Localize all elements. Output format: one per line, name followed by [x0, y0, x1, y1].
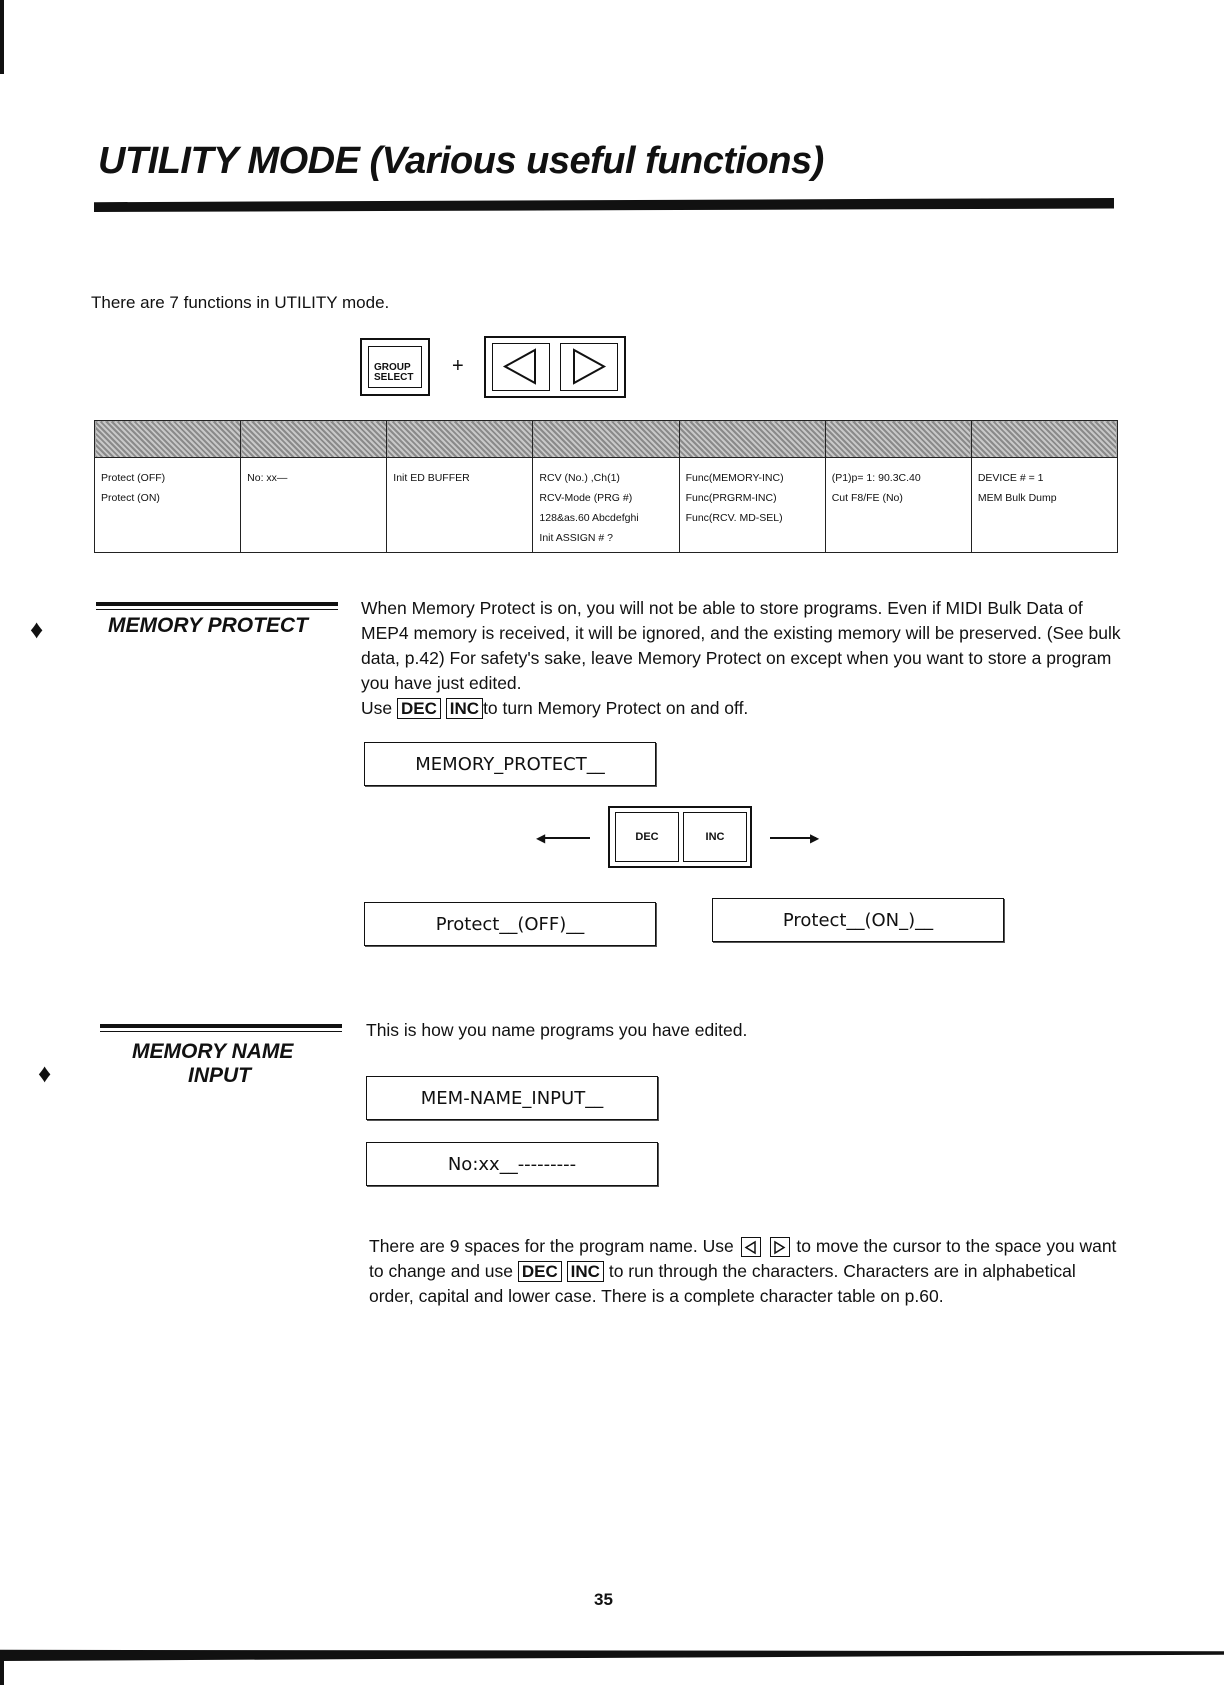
page-number: 35: [594, 1590, 613, 1609]
header-cell: [533, 421, 679, 458]
cell-line: Func(RCV. MD-SEL): [685, 512, 783, 524]
lcd-protect-off: Protect__(OFF)__: [364, 902, 656, 946]
right-cursor-icon: [770, 1237, 790, 1257]
table-cell-init: [387, 458, 533, 553]
lcd-protect-on: Protect__(ON_)__: [712, 898, 1004, 942]
cell-line: RCV (No.) ,Ch(1): [539, 472, 620, 484]
table-row: [95, 458, 1118, 553]
margin-bullet-icon: ♦: [30, 614, 44, 644]
memory-protect-heading: MEMORY PROTECT: [108, 614, 308, 637]
use-suffix: to turn Memory Protect on and off.: [483, 698, 749, 718]
memory-protect-text: [361, 596, 1121, 721]
instructions-part1: There are 9 spaces for the program name. Use: [369, 1236, 734, 1256]
section-rule: [100, 1024, 342, 1028]
memory-name-heading-line2: INPUT: [188, 1064, 251, 1087]
cell-line: MEM Bulk Dump: [977, 492, 1057, 504]
lcd-name-value: No:xx__---------: [366, 1142, 658, 1186]
lcd-memory-protect: MEMORY_PROTECT__: [364, 742, 656, 786]
dec-key-label: DEC: [397, 698, 441, 719]
header-cell: [971, 421, 1117, 458]
memory-name-instructions: [369, 1234, 1125, 1309]
table-cell-device: [971, 458, 1117, 553]
section-rule-thin: [96, 609, 338, 610]
use-prefix: Use: [361, 698, 393, 718]
memory-protect-description: When Memory Protect is on, you will not be able to store programs. Even if MIDI Bulk Data of MEP4 memory is received, it will be ignored, and the existing memory will be preserved. (See bulk data, p.42) For safety's sake, leave Memory Protect on except when you want to store a program you have just edited.: [361, 598, 1121, 693]
memory-name-intro: This is how you name programs you have edited.: [366, 1020, 748, 1040]
instructions-part2: to move the cursor to the space you want to change and use: [369, 1236, 1117, 1281]
header-cell: [825, 421, 971, 458]
table-cell-func: [679, 458, 825, 553]
cell-line: Protect (OFF): [101, 472, 166, 484]
header-cell: [679, 421, 825, 458]
section-rule: [96, 602, 338, 606]
cell-line: No: xx—: [247, 472, 288, 484]
function-table-header: [95, 421, 1118, 458]
cell-line: Func(PRGRM-INC): [685, 492, 777, 504]
group-select-key-label: GROUP SELECT: [368, 346, 422, 388]
cell-line: Init ED BUFFER: [393, 472, 470, 484]
memory-name-heading-line1: MEMORY NAME: [132, 1040, 294, 1063]
left-cursor-icon: [741, 1237, 761, 1257]
section-rule-thin: [100, 1031, 342, 1032]
cell-line: (P1)p= 1: 90.3C.40: [831, 472, 921, 484]
right-arrowhead-icon: ▶: [810, 831, 820, 845]
lcd-mem-name-input: MEM-NAME_INPUT__: [366, 1076, 658, 1120]
right-triangle-icon: [560, 343, 618, 391]
cursor-keys: [484, 336, 626, 398]
dec-key-label: DEC: [518, 1261, 562, 1282]
left-arrow-line: [544, 837, 590, 839]
cell-line: DEVICE # = 1: [977, 472, 1044, 484]
inc-key: INC: [683, 812, 747, 862]
table-cell-rcv: [533, 458, 679, 553]
plus-sign: +: [452, 355, 464, 377]
cell-line: Cut F8/FE (No): [831, 492, 903, 504]
bottom-rule: [0, 1647, 1224, 1661]
page-title: UTILITY MODE (Various useful functions): [98, 140, 824, 182]
inc-key-label: INC: [567, 1261, 604, 1282]
header-cell: [241, 421, 387, 458]
table-cell-param: [825, 458, 971, 553]
inc-key-label: INC: [446, 698, 483, 719]
table-cell-name: [241, 458, 387, 553]
cell-line: Init ASSIGN # ?: [539, 532, 613, 544]
group-select-key: [360, 338, 430, 396]
bottom-corner-mark: [0, 1650, 4, 1685]
cell-line: 128&as.60 Abcdefghi: [539, 512, 639, 524]
cell-line: Protect (ON): [101, 492, 160, 504]
corner-mark: [0, 0, 4, 74]
instructions-part3: to run through the characters. Characters are in alphabetical order, capital and lower case. There is a complete character table on p.60.: [369, 1261, 1076, 1306]
header-cell: [95, 421, 241, 458]
intro-text: There are 7 functions in UTILITY mode.: [91, 293, 390, 312]
function-table: [94, 420, 1118, 553]
margin-bullet-icon: ♦: [38, 1058, 52, 1088]
dec-inc-keys: [608, 806, 752, 868]
header-cell: [387, 421, 533, 458]
cell-line: Func(MEMORY-INC): [685, 472, 784, 484]
dec-key: DEC: [615, 812, 679, 862]
left-arrowhead-icon: ◀: [536, 831, 546, 845]
cell-line: RCV-Mode (PRG #): [539, 492, 633, 504]
left-triangle-icon: [492, 343, 550, 391]
table-cell-protect: [95, 458, 241, 553]
title-underline-bar: [94, 198, 1114, 212]
